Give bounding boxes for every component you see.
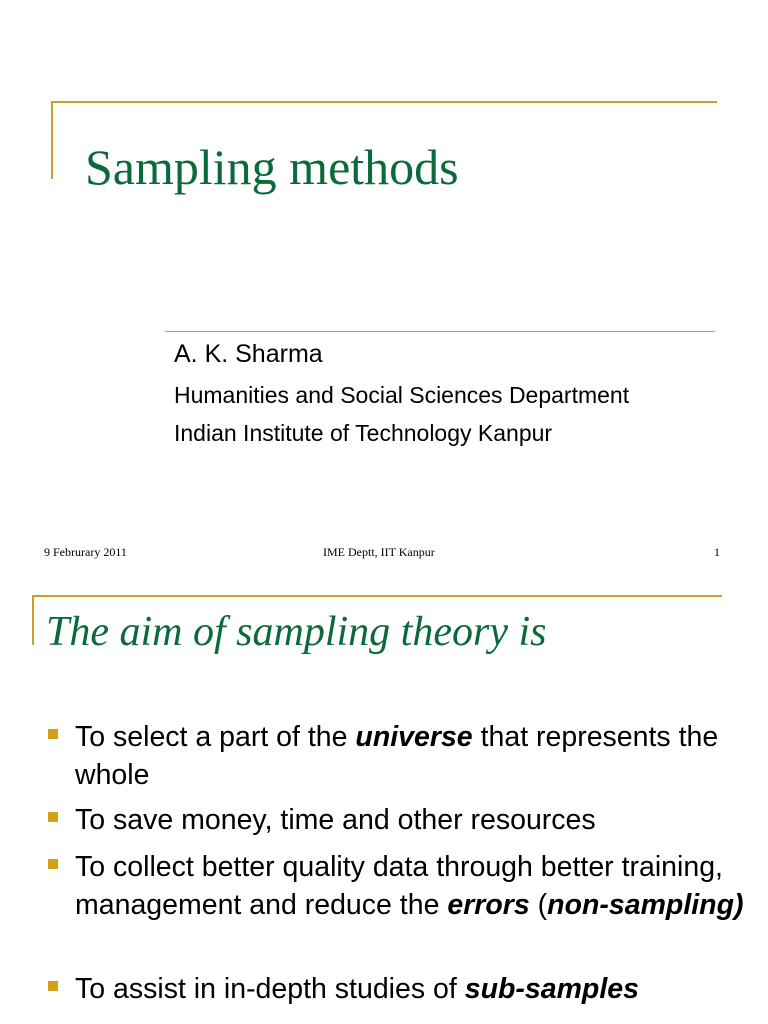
left-rule xyxy=(32,595,34,645)
top-rule xyxy=(32,595,722,597)
bullet-square-icon xyxy=(48,859,58,869)
bullet-square-icon xyxy=(48,812,58,822)
footer-date: 9 Februrary 2011 xyxy=(44,545,127,559)
slide-title: Sampling methods xyxy=(85,139,459,195)
top-rule xyxy=(51,101,717,103)
bullet-square-icon xyxy=(48,729,58,739)
institute-name: Indian Institute of Technology Kanpur xyxy=(174,420,553,446)
author-name: A. K. Sharma xyxy=(174,340,323,368)
content-slide: The aim of sampling theory is To select a part of the universe that represents the whole To save money, time and other resources To collect better quality data through better training, management and reduce the errors (non-sampling) To assist in in-depth studies of sub-samples xyxy=(0,590,768,1024)
footer-center: IME Deptt, IIT Kanpur xyxy=(323,545,435,559)
bullet-square-icon xyxy=(48,981,58,991)
left-rule xyxy=(51,101,53,179)
footer-page-number: 1 xyxy=(714,545,720,559)
slide-title: The aim of sampling theory is xyxy=(46,609,547,655)
subtitle-rule xyxy=(165,331,715,332)
department-name: Humanities and Social Sciences Department xyxy=(174,382,630,408)
